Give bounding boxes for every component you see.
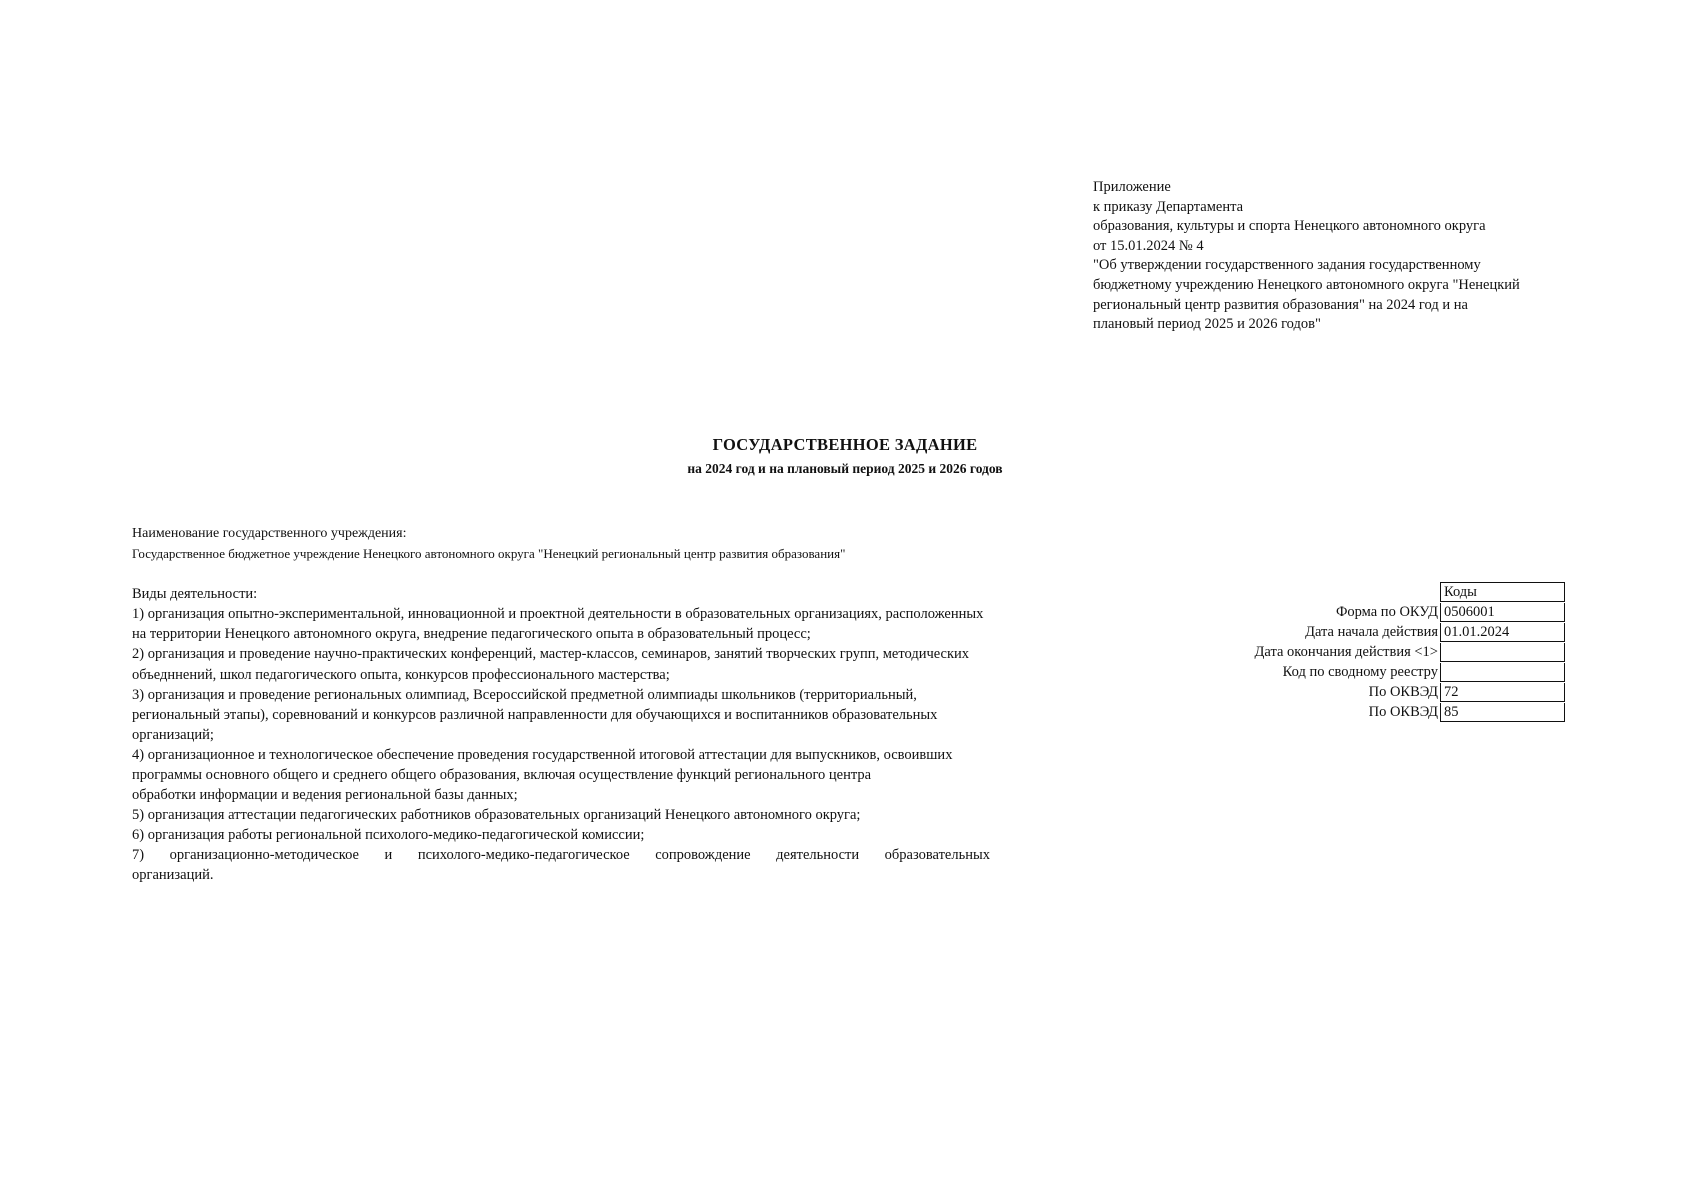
institution-name: Государственное бюджетное учреждение Ненецкого автономного округа "Ненецкий региональный центр развития образования" — [132, 546, 846, 561]
appendix-line: к приказу Департамента — [1093, 198, 1244, 215]
activity-line: организаций. — [132, 867, 214, 883]
code-label: Форма по ОКУД — [1335, 603, 1438, 620]
appendix-line: Приложение — [1093, 179, 1171, 195]
activity-word: 7) — [132, 847, 145, 863]
codes-header-row — [1190, 582, 1565, 602]
activity-word: образовательных — [884, 847, 990, 863]
activity-line: 6) организация работы региональной психолого-медико-педагогической комиссии; — [132, 827, 645, 843]
code-label: Код по сводному реестру — [1282, 663, 1438, 680]
appendix-line: плановый период 2025 и 2026 годов" — [1093, 316, 1321, 333]
activity-line-justified — [132, 847, 990, 864]
activity-line: региональный этапы), соревнований и конкурсов различной направленности для обучающихся и воспитанников образовательных — [132, 707, 938, 723]
activity-word: и — [384, 847, 393, 863]
code-row — [1190, 622, 1565, 642]
code-value — [1440, 643, 1565, 662]
code-label: По ОКВЭД — [1368, 683, 1438, 700]
institution-label: Наименование государственного учреждения: — [132, 526, 407, 541]
appendix-block — [1093, 178, 1573, 335]
activities-label: Виды деятельности: — [132, 586, 258, 602]
activity-word: психолого-медико-педагогическое — [417, 847, 630, 863]
code-value — [1440, 663, 1565, 682]
activity-line: организаций; — [132, 727, 214, 743]
code-row — [1190, 662, 1565, 682]
code-label: По ОКВЭД — [1368, 703, 1438, 720]
activity-line: объедннений, школ педагогического опыта, конкурсов профессионального мастерства; — [132, 667, 670, 683]
appendix-line: "Об утверждении государственного задания государственному — [1093, 257, 1481, 274]
code-value: 0506001 — [1440, 603, 1565, 622]
activity-line: 1) организация опытно-экспериментальной, инновационной и проектной деятельности в образовательных организациях, расположенных — [132, 606, 984, 622]
activity-line: на территории Ненецкого автономного округа, внедрение педагогического опыта в образовательный процесс; — [132, 626, 811, 642]
activity-line: программы основного общего и среднего общего образования, включая осуществление функций регионального центра — [132, 767, 872, 783]
code-row — [1190, 642, 1565, 662]
code-row — [1190, 702, 1565, 722]
code-label: Дата окончания действия <1> — [1254, 643, 1438, 660]
code-value: 01.01.2024 — [1440, 623, 1565, 642]
document-title: ГОСУДАРСТВЕННОЕ ЗАДАНИЕ — [712, 435, 978, 454]
activity-word: сопровождение — [655, 847, 751, 863]
code-row — [1190, 602, 1565, 622]
activity-line: 3) организация и проведение региональных олимпиад, Всероссийской предметной олимпиады школьников (территориальный, — [132, 687, 917, 703]
activity-word: организационно-методическое — [169, 847, 359, 863]
appendix-line: от 15.01.2024 № 4 — [1093, 237, 1204, 254]
document-subtitle: на 2024 год и на плановый период 2025 и 2026 годов — [687, 461, 1003, 476]
appendix-line: образования, культуры и спорта Ненецкого автономного округа — [1093, 218, 1486, 235]
codes-header: Коды — [1440, 582, 1565, 602]
activity-word: деятельности — [776, 847, 860, 863]
code-label: Дата начала действия — [1305, 623, 1438, 640]
code-value: 85 — [1440, 703, 1565, 722]
code-value: 72 — [1440, 683, 1565, 702]
codes-table — [1190, 582, 1565, 722]
code-row — [1190, 682, 1565, 702]
activity-line: обработки информации и ведения региональной базы данных; — [132, 787, 518, 803]
appendix-line: региональный центр развития образования" на 2024 год и на — [1093, 296, 1468, 313]
activity-line: 5) организация аттестации педагогических работников образовательных организаций Ненецкого автономного округа; — [132, 807, 861, 823]
activity-line: 4) организационное и технологическое обеспечение проведения государственной итоговой аттестации для выпускников, освоивших — [132, 747, 953, 763]
appendix-line: бюджетному учреждению Ненецкого автономного округа "Ненецкий — [1093, 276, 1520, 293]
activity-line: 2) организация и проведение научно-практических конференций, мастер-классов, семинаров, занятий творческих групп, методических — [132, 646, 970, 662]
